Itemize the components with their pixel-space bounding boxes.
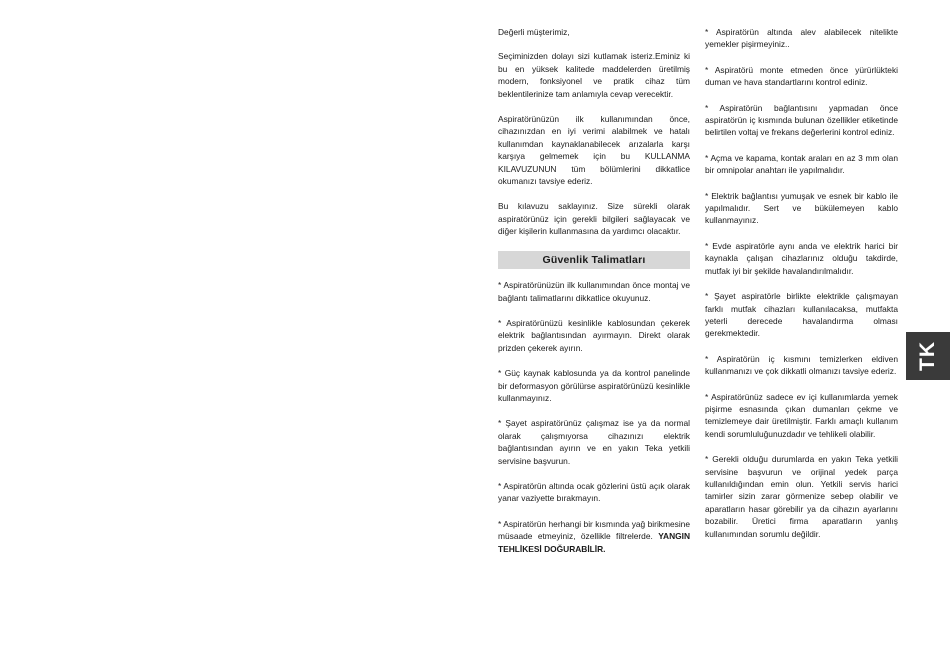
safety-item-1: * Aspiratörünüzün ilk kullanımından önce montaj ve bağlantı talimatlarını dikkatlice okuyunuz. <box>498 280 690 303</box>
safety-item-16: * Gerekli olduğu durumlarda en yakın Teka yetkili servisine başvurun ve orijinal yedek parça kullanıldığından emin olun. Yetkili servis harici tamirler sizin zarar görmenize sebep olabilir ve aparatların hasar görebilir ya da cihazın ayarlarını bozabilir. Üretici firma aparatların yanlış kullanımından sorumlu değildir. <box>705 454 898 539</box>
right-column <box>705 26 898 553</box>
safety-item-12: * Evde aspiratörle aynı anda ve elektrik harici bir kaynakla çalışan cihazlarınız olduğu takdirde, mutfak iyi bir şekilde havalandırılmalıdır. <box>705 240 898 276</box>
fire-warning: YANGIN TEHLİKESİ DOĞURABİLİR. <box>498 531 691 554</box>
safety-item-5: * Aspiratörün altında ocak gözlerini üstü açık olarak yanar vaziyette bırakmayın. <box>498 480 690 504</box>
safety-item-9: * Aspiratörün bağlantısını yapmadan önce aspiratörün iç kısmında bulunan özellikler etiketinde belirtilen voltaj ve frekans değerlerini kontrol ediniz. <box>705 102 898 138</box>
safety-item-6-text: * Aspiratörün herhangi bir kısmında yağ birikmesine müsaade etmeyiniz, özellikle filtrelerde. <box>498 518 690 542</box>
safety-item-6 <box>498 518 690 555</box>
safety-item-7: * Aspiratörün altında alev alabilecek nitelikte yemekler pişirmeyiniz.. <box>705 27 898 50</box>
section-title: Güvenlik Talimatları <box>498 251 690 269</box>
safety-item-3: * Güç kaynak kablosunda ya da kontrol panelinde bir deformasyon görülürse aspiratörünüzü kesinlikle kullanmayınız. <box>498 368 690 403</box>
left-column <box>498 26 690 568</box>
safety-item-14: * Aspiratörün iç kısmını temizlerken eldiven kullanmanızı ve çok dikkatli olmanızı tavsiye ederiz. <box>705 353 898 377</box>
safety-item-13: * Şayet aspiratörle birlikte elektrikle çalışmayan farklı mutfak cihazları kullanılacaksa, mutfakta yeterli derecede havalandırma olması gerekmektedir. <box>705 291 898 339</box>
intro-paragraph-2: Aspiratörünüzün ilk kullanımından önce, cihazınızdan en iyi verimi alabilmek ve hatalı kullanımdan kaynaklanabilecek arızalarla karşı karşıya gelmemek için bu KULLANMA KILAVUZUNUN tüm bölümlerini dikkatlice okumanızı tavsiye ederiz. <box>498 114 690 187</box>
safety-item-11: * Elektrik bağlantısı yumuşak ve esnek bir kablo ile yapılmalıdır. Sert ve bükülemeyen kablo kullanmayınız. <box>705 190 898 226</box>
intro-paragraph-1: Seçiminizden dolayı sizi kutlamak isteriz.Eminiz ki bu en yüksek kalitede maddelerden üretilmiş modern, fonksiyonel ve pratik cihaz tüm beklentilerinize tam anlamıyla cevap verecektir. <box>498 51 690 99</box>
language-tab <box>906 332 950 380</box>
safety-item-15: * Aspiratörünüz sadece ev içi kullanımlarda yemek pişirme esnasında çıkan dumanları çekme ve temizlemeye dair üretilmiştir. Farklı amaçlı kullanım kendi sorumluluğunuzdadır ve tehlikeli olabilir. <box>705 391 898 439</box>
intro-paragraph-3: Bu kılavuzu saklayınız. Size sürekli olarak aspiratörünüz için gerekli bilgileri sağlayacak ve diğer kişilerin kullanmasına da yardımcı olacaktır. <box>498 201 690 237</box>
greeting: Değerli müşterimiz, <box>498 27 570 37</box>
safety-item-2: * Aspiratörünüzü kesinlikle kablosundan çekerek elektrik bağlantısından ayırmayın. Direkt olarak prizden çekerek ayırın. <box>498 317 690 353</box>
safety-item-10: * Açma ve kapama, kontak araları en az 3 mm olan bir omnipolar anahtarı ile yapılmalıdır. <box>705 152 898 176</box>
safety-item-4: * Şayet aspiratörünüz çalışmaz ise ya da normal olarak çalışmıyorsa cihazınızı elektrik bağlantısından ayırın ve en yakın Teka yetkili servisine başvurun. <box>498 418 690 466</box>
language-tab-label: TK <box>916 341 939 371</box>
safety-item-8: * Aspiratörü monte etmeden önce yürürlükteki duman ve hava standartlarını kontrol ediniz. <box>705 64 898 88</box>
